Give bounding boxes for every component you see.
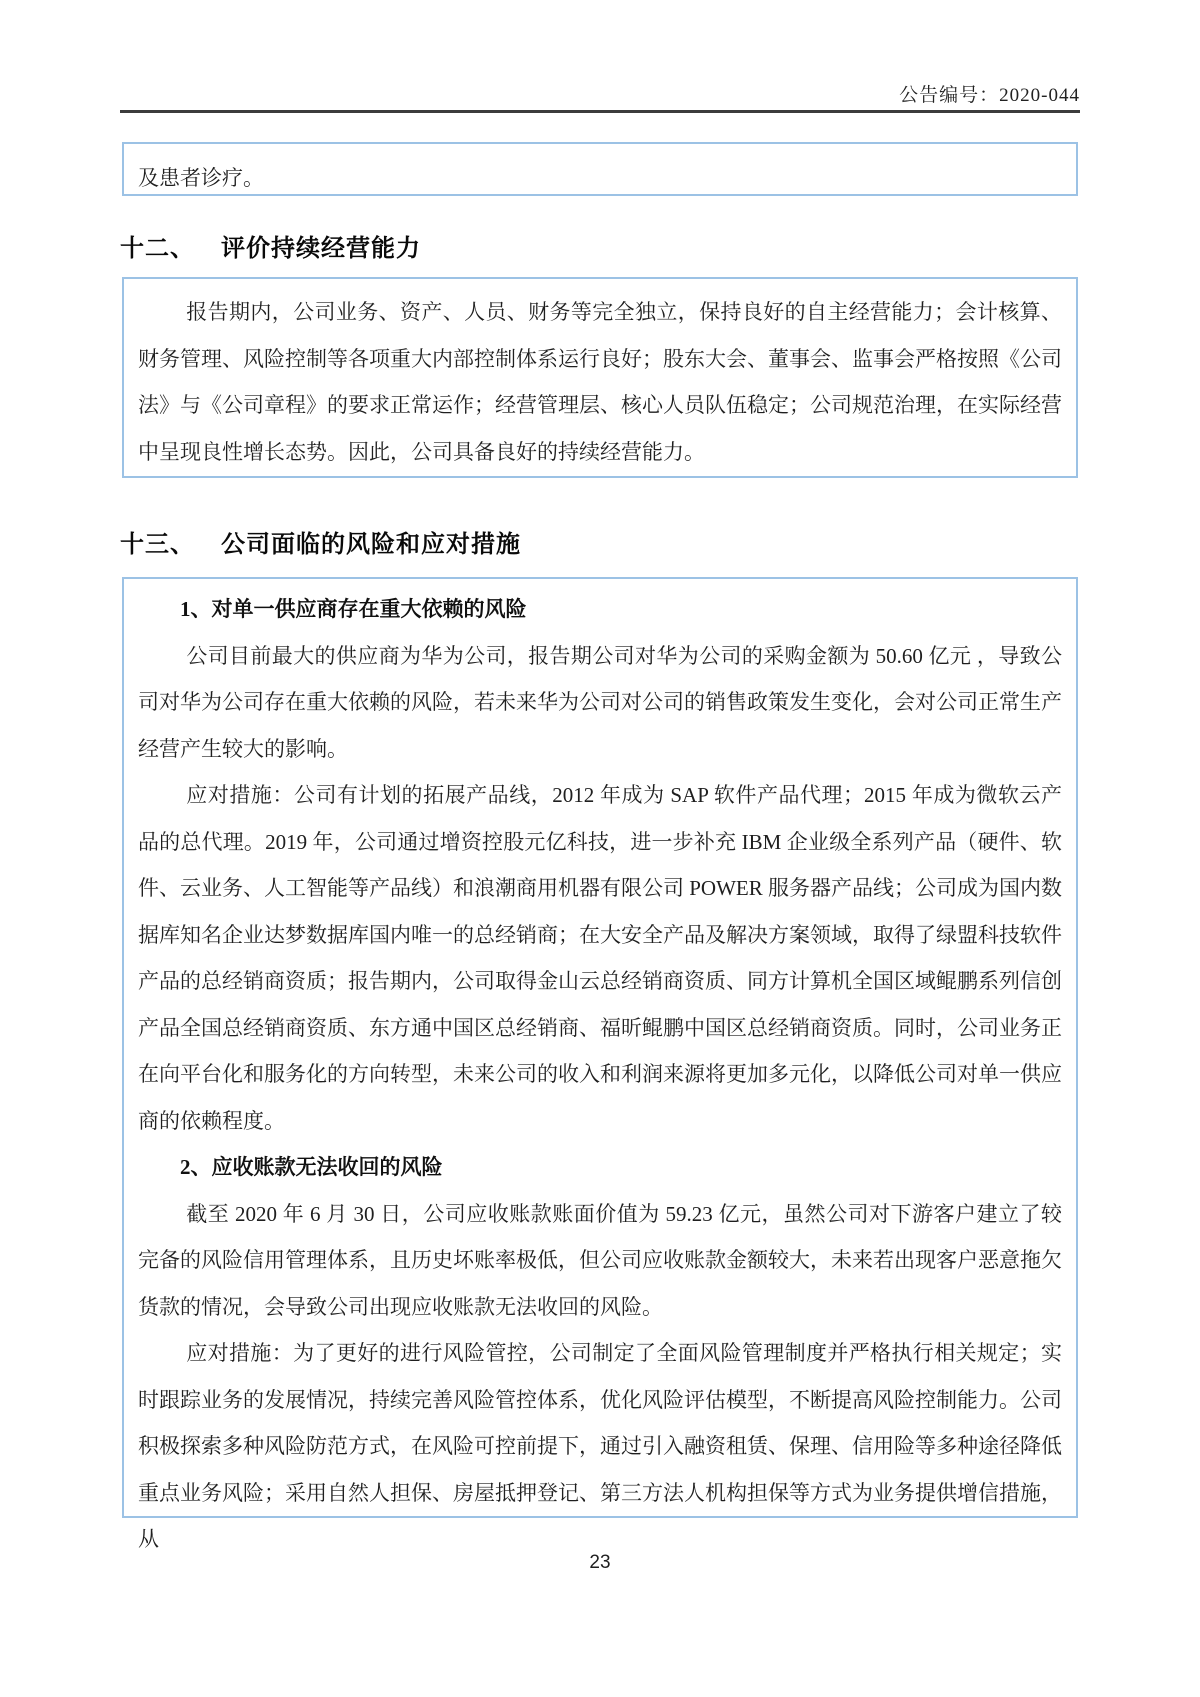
section-12-title: 评价持续经营能力 bbox=[221, 236, 421, 262]
risk-1-paragraph-2: 应对措施：公司有计划的拓展产品线，2012 年成为 SAP 软件产品代理；2015 年成为微软云产品的总代理。2019 年，公司通过增资控股元亿科技，进一步补充 IBM 企业级全系列产品（硬件、软件、云业务、人工智能等产品线）和浪潮商用机器有限公司 POWER 服务器产品线；公司成为国内数据库知名企业达梦数据库国内唯一的总经销商；在大安全产品及解决方案领域，取得了绿盟科技软件产品的总经销商资质；报告期内，公司取得金山云总经销商资质、同方计算机全国区域鲲鹏系列信创产品全国总经销商资质、东方通中国区总经销商、福昕鲲鹏中国区总经销商资质。同时，公司业务正在向平台化和服务化的方向转型，未来公司的收入和利润来源将更加多元化，以降低公司对单一供应商的依赖程度。 bbox=[138, 783, 1062, 1133]
section-13-number: 十三、 bbox=[120, 532, 195, 558]
section-12-paragraph: 报告期内，公司业务、资产、人员、财务等完全独立，保持良好的自主经营能力；会计核算、财务管理、风险控制等各项重大内部控制体系运行良好；股东大会、董事会、监事会严格按照《公司法》与《公司章程》的要求正常运作；经营管理层、核心人员队伍稳定；公司规范治理，在实际经营中呈现良性增长态势。因此，公司具备良好的持续经营能力。 bbox=[138, 300, 1062, 464]
risk-2-paragraph-1: 截至 2020 年 6 月 30 日，公司应收账款账面价值为 59.23 亿元，虽然公司对下游客户建立了较完备的风险信用管理体系，且历史坏账率极低，但公司应收账款金额较大，未来若出现客户恶意拖欠货款的情况，会导致公司出现应收账款无法收回的风险。 bbox=[138, 1201, 1062, 1319]
carryover-text-box bbox=[122, 142, 1078, 196]
risk-2-subheading: 2、应收账款无法收回的风险 bbox=[180, 1155, 443, 1179]
section-12-content-box bbox=[122, 277, 1078, 478]
risk-1-paragraph-1: 公司目前最大的供应商为华为公司，报告期公司对华为公司的采购金额为 50.60 亿元 ，导致公司对华为公司存在重大依赖的风险，若未来华为公司对公司的销售政策发生变化，会对公司正常生产经营产生较大的影响。 bbox=[138, 643, 1062, 761]
section-13-heading bbox=[120, 524, 1080, 559]
page-header bbox=[120, 80, 1080, 107]
carryover-paragraph: 及患者诊疗。 bbox=[138, 166, 264, 190]
section-13-content-box bbox=[122, 577, 1078, 1551]
risk-2-paragraph-2: 应对措施：为了更好的进行风险管控，公司制定了全面风险管理制度并严格执行相关规定；实时跟踪业务的发展情况，持续完善风险管控体系，优化风险评估模型，不断提高风险控制能力。公司积极探索多种风险防范方式，在风险可控前提下，通过引入融资租赁、保理、信用险等多种途径降低重点业务风险；采用自然人担保、房屋抵押登记、第三方法人机构担保等方式为业务提供增信措施，从 bbox=[138, 1341, 1062, 1551]
section-13-title: 公司面临的风险和应对措施 bbox=[221, 532, 521, 558]
page-number: 23 bbox=[589, 1552, 611, 1573]
risk-1-subheading: 1、对单一供应商存在重大依赖的风险 bbox=[180, 597, 527, 621]
section-12-number: 十二、 bbox=[120, 236, 195, 262]
announcement-number: 公告编号：2020-044 bbox=[899, 85, 1080, 106]
section-12-heading bbox=[120, 228, 1080, 263]
header-rule-divider bbox=[120, 110, 1080, 113]
